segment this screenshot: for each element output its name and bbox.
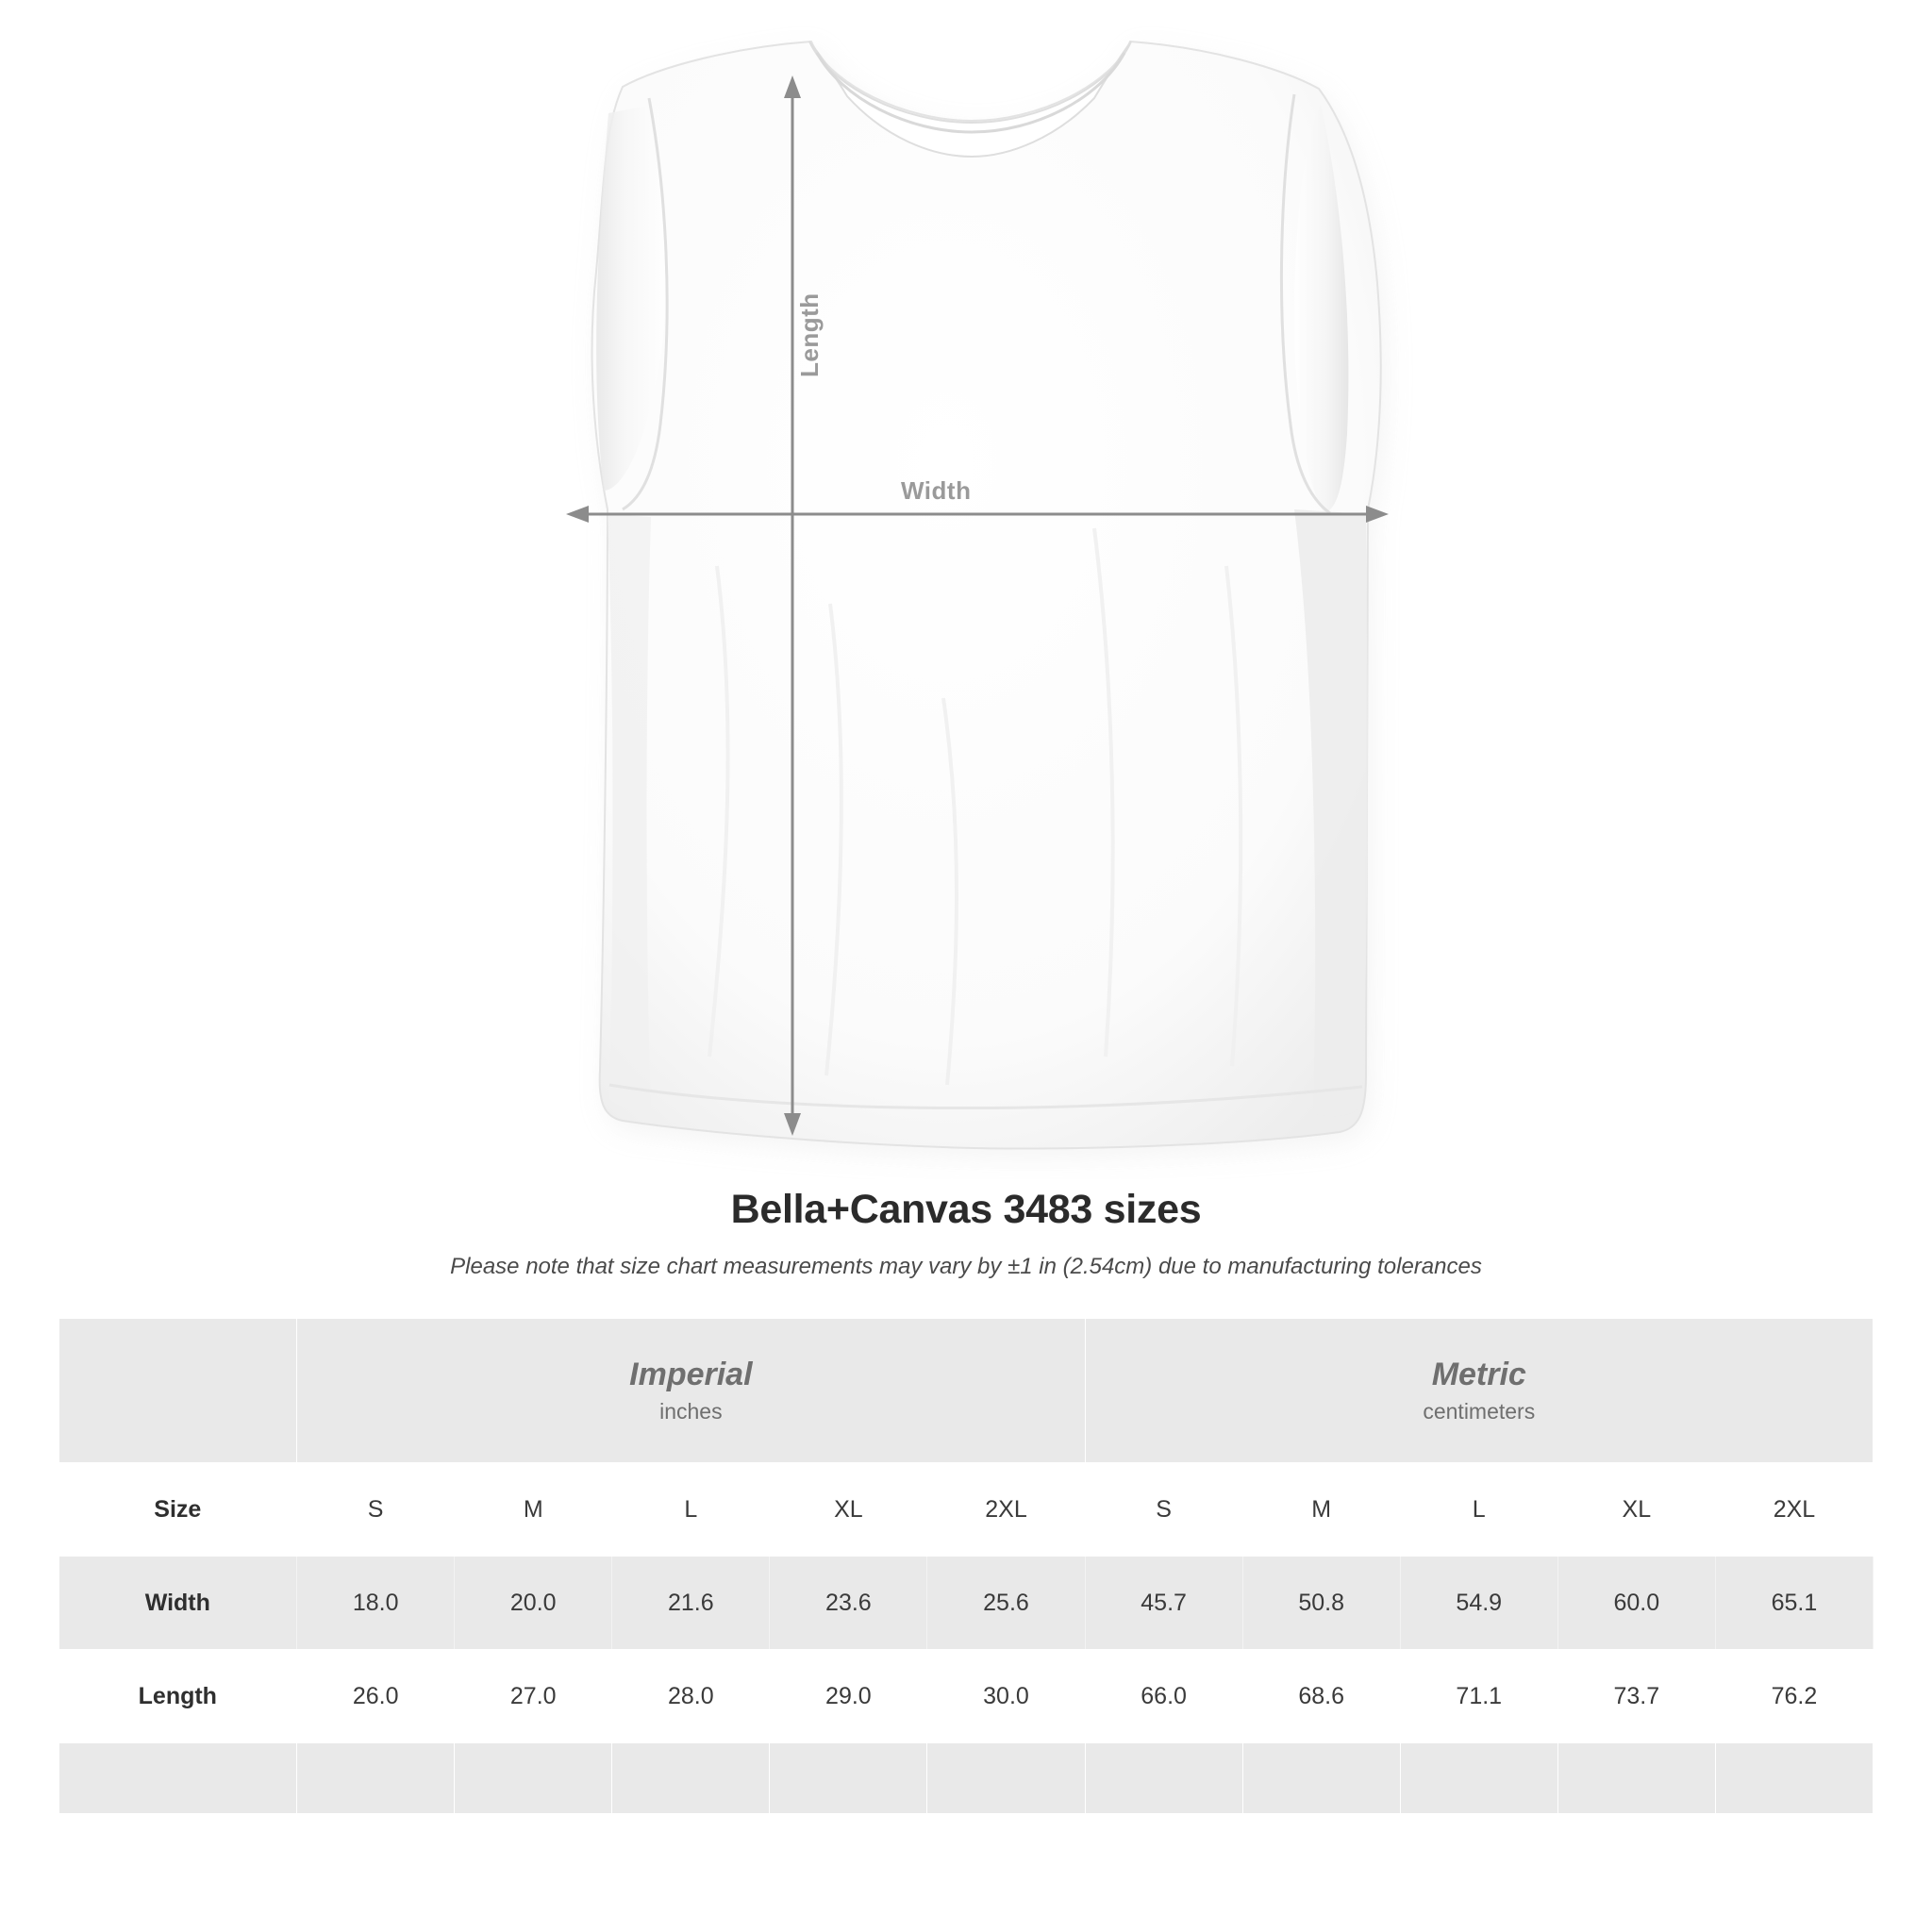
- table-row-width: [59, 1557, 1874, 1650]
- size-header-imperial-s: S: [297, 1463, 455, 1557]
- width-imperial-s: 18.0: [297, 1557, 455, 1650]
- width-metric-2xl: 65.1: [1715, 1557, 1873, 1650]
- footer-cell-1: [297, 1743, 455, 1814]
- width-metric-l: 54.9: [1400, 1557, 1557, 1650]
- size-header-metric-s: S: [1085, 1463, 1242, 1557]
- row-label-width: Width: [59, 1557, 297, 1650]
- footer-cell-5: [927, 1743, 1085, 1814]
- size-header-metric-m: M: [1242, 1463, 1400, 1557]
- unit-group-metric: [1085, 1319, 1873, 1463]
- unit-header-row: [59, 1319, 1874, 1463]
- length-imperial-l: 28.0: [612, 1650, 770, 1743]
- width-measure-label: Width: [901, 476, 972, 505]
- table-footer-row: [59, 1743, 1874, 1814]
- length-metric-xl: 73.7: [1557, 1650, 1715, 1743]
- unit-group-imperial: [297, 1319, 1085, 1463]
- length-imperial-2xl: 30.0: [927, 1650, 1085, 1743]
- length-imperial-xl: 29.0: [770, 1650, 927, 1743]
- size-header-row: [59, 1463, 1874, 1557]
- length-metric-s: 66.0: [1085, 1650, 1242, 1743]
- size-header-metric-l: L: [1400, 1463, 1557, 1557]
- footer-cell-10: [1715, 1743, 1873, 1814]
- footer-cell-2: [455, 1743, 612, 1814]
- footer-cell-4: [770, 1743, 927, 1814]
- footer-cell-6: [1085, 1743, 1242, 1814]
- length-metric-l: 71.1: [1400, 1650, 1557, 1743]
- table-row-length: [59, 1650, 1874, 1743]
- length-measure-label: Length: [795, 292, 824, 377]
- page-subtitle: Please note that size chart measurements may vary by ±1 in (2.54cm) due to manufacturing tolerances: [450, 1254, 1482, 1279]
- length-imperial-s: 26.0: [297, 1650, 455, 1743]
- unit-header-spacer: [59, 1319, 297, 1463]
- size-header-metric-2xl: 2XL: [1715, 1463, 1873, 1557]
- width-imperial-m: 20.0: [455, 1557, 612, 1650]
- length-imperial-m: 27.0: [455, 1650, 612, 1743]
- footer-cell-label: [59, 1743, 297, 1814]
- width-imperial-2xl: 25.6: [927, 1557, 1085, 1650]
- width-metric-s: 45.7: [1085, 1557, 1242, 1650]
- width-metric-xl: 60.0: [1557, 1557, 1715, 1650]
- width-imperial-xl: 23.6: [770, 1557, 927, 1650]
- size-header-metric-xl: XL: [1557, 1463, 1715, 1557]
- footer-cell-8: [1400, 1743, 1557, 1814]
- size-table-wrapper: [58, 1318, 1874, 1814]
- width-metric-m: 50.8: [1242, 1557, 1400, 1650]
- size-header-imperial-2xl: 2XL: [927, 1463, 1085, 1557]
- footer-cell-9: [1557, 1743, 1715, 1814]
- row-label-length: Length: [59, 1650, 297, 1743]
- size-header-imperial-m: M: [455, 1463, 612, 1557]
- footer-cell-7: [1242, 1743, 1400, 1814]
- size-row-label: Size: [59, 1463, 297, 1557]
- size-header-imperial-l: L: [612, 1463, 770, 1557]
- length-metric-2xl: 76.2: [1715, 1650, 1873, 1743]
- footer-cell-3: [612, 1743, 770, 1814]
- unit-group-imperial-name: Imperial: [629, 1356, 753, 1392]
- size-header-imperial-xl: XL: [770, 1463, 927, 1557]
- length-metric-m: 68.6: [1242, 1650, 1400, 1743]
- unit-group-metric-sub: centimeters: [1423, 1399, 1536, 1424]
- page-title: Bella+Canvas 3483 sizes: [730, 1187, 1202, 1232]
- unit-group-imperial-sub: inches: [659, 1399, 723, 1424]
- unit-group-metric-name: Metric: [1431, 1356, 1526, 1392]
- width-imperial-l: 21.6: [612, 1557, 770, 1650]
- size-chart-table: [58, 1318, 1874, 1814]
